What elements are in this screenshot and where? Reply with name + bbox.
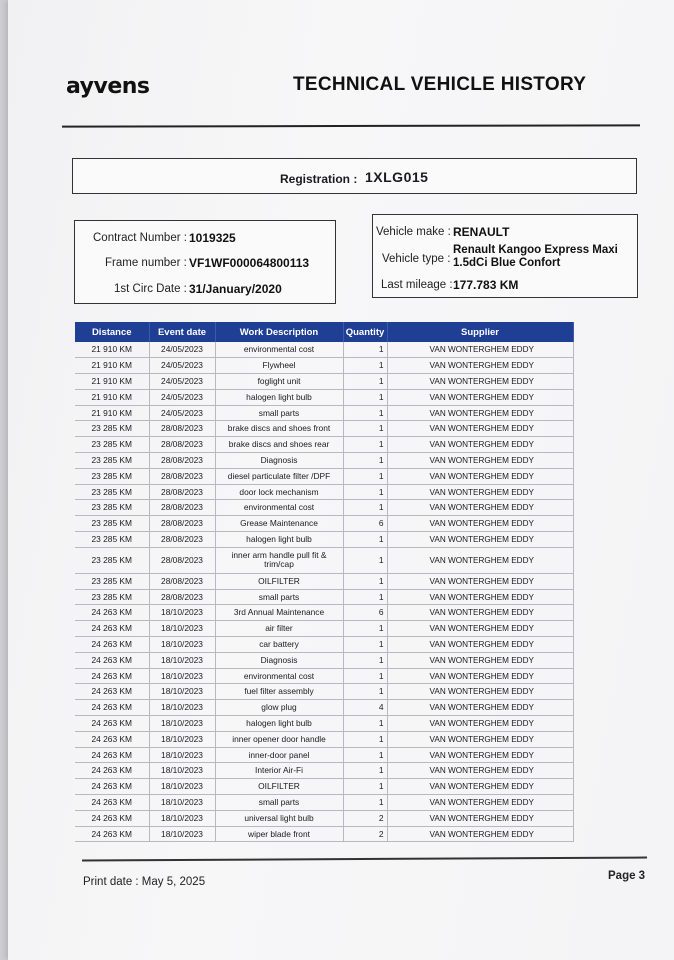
cell-distance: 24 263 KM — [75, 747, 149, 763]
table-row — [75, 700, 573, 716]
cell-event-date: 28/08/2023 — [149, 500, 215, 516]
cell-quantity: 6 — [343, 605, 387, 621]
document-page — [8, 0, 674, 960]
cell-event-date: 18/10/2023 — [149, 810, 215, 826]
table-row — [75, 810, 573, 826]
cell-event-date: 24/05/2023 — [149, 405, 215, 421]
cell-distance: 23 285 KM — [75, 453, 149, 469]
cell-event-date: 28/08/2023 — [149, 589, 215, 605]
cell-supplier: VAN WONTERGHEM EDDY — [387, 453, 573, 469]
vehicle-make-label: Vehicle make : — [376, 226, 451, 238]
registration-value: 1XLG015 — [365, 169, 429, 185]
cell-work-description: inner-door panel — [215, 747, 343, 763]
cell-distance: 23 285 KM — [75, 516, 149, 532]
cell-event-date: 18/10/2023 — [149, 779, 215, 795]
cell-supplier: VAN WONTERGHEM EDDY — [387, 421, 573, 437]
cell-work-description: small parts — [215, 795, 343, 811]
cell-event-date: 28/08/2023 — [149, 532, 215, 548]
cell-supplier: VAN WONTERGHEM EDDY — [387, 437, 573, 453]
table-row — [75, 500, 573, 516]
cell-distance: 23 285 KM — [75, 468, 149, 484]
cell-quantity: 1 — [343, 621, 387, 637]
cell-distance: 23 285 KM — [75, 532, 149, 548]
registration-label: Registration : — [280, 172, 358, 186]
vehicle-type-label: Vehicle type : — [382, 253, 451, 265]
cell-event-date: 28/08/2023 — [149, 468, 215, 484]
table-row — [75, 605, 573, 621]
cell-distance: 24 263 KM — [75, 700, 149, 716]
cell-work-description: small parts — [215, 405, 343, 421]
cell-event-date: 28/08/2023 — [149, 437, 215, 453]
cell-event-date: 18/10/2023 — [149, 826, 215, 842]
cell-quantity: 1 — [343, 763, 387, 779]
table-row — [75, 358, 573, 374]
first-circ-date-label: 1st Circ Date : — [114, 283, 187, 295]
cell-supplier: VAN WONTERGHEM EDDY — [387, 547, 573, 573]
table-row — [75, 716, 573, 732]
cell-supplier: VAN WONTERGHEM EDDY — [387, 605, 573, 621]
cell-distance: 24 263 KM — [75, 826, 149, 842]
cell-distance: 23 285 KM — [75, 573, 149, 589]
column-header-quantity: Quantity — [343, 322, 387, 342]
cell-quantity: 1 — [343, 421, 387, 437]
table-row — [75, 621, 573, 637]
column-header-distance: Distance — [75, 322, 149, 342]
cell-work-description: OILFILTER — [215, 779, 343, 795]
cell-event-date: 28/08/2023 — [149, 484, 215, 500]
cell-event-date: 28/08/2023 — [149, 453, 215, 469]
cell-distance: 24 263 KM — [75, 731, 149, 747]
frame-number-value: VF1WF000064800113 — [189, 256, 310, 270]
cell-event-date: 24/05/2023 — [149, 374, 215, 390]
cell-supplier: VAN WONTERGHEM EDDY — [387, 374, 573, 390]
cell-event-date: 18/10/2023 — [149, 637, 215, 653]
document-title: TECHNICAL VEHICLE HISTORY — [293, 74, 587, 95]
table-row — [75, 826, 573, 842]
cell-distance: 21 910 KM — [75, 342, 149, 358]
cell-quantity: 4 — [343, 700, 387, 716]
cell-quantity: 1 — [343, 500, 387, 516]
cell-quantity: 1 — [343, 589, 387, 605]
cell-distance: 21 910 KM — [75, 389, 149, 405]
cell-supplier: VAN WONTERGHEM EDDY — [387, 763, 573, 779]
vehicle-make-value: RENAULT — [453, 225, 510, 239]
table-row — [75, 684, 573, 700]
table-row — [75, 747, 573, 763]
cell-work-description: environmental cost — [215, 668, 343, 684]
cell-work-description: diesel particulate filter /DPF — [215, 468, 343, 484]
cell-quantity: 2 — [343, 826, 387, 842]
cell-supplier: VAN WONTERGHEM EDDY — [387, 810, 573, 826]
cell-distance: 21 910 KM — [75, 358, 149, 374]
cell-work-description: environmental cost — [215, 342, 343, 358]
cell-distance: 24 263 KM — [75, 652, 149, 668]
cell-supplier: VAN WONTERGHEM EDDY — [387, 389, 573, 405]
cell-supplier: VAN WONTERGHEM EDDY — [387, 484, 573, 500]
cell-distance: 23 285 KM — [75, 484, 149, 500]
cell-distance: 24 263 KM — [75, 637, 149, 653]
cell-distance: 24 263 KM — [75, 795, 149, 811]
cell-work-description: halogen light bulb — [215, 716, 343, 732]
registration-box — [72, 158, 637, 194]
cell-supplier: VAN WONTERGHEM EDDY — [387, 358, 573, 374]
cell-work-description: Diagnosis — [215, 652, 343, 668]
cell-quantity: 1 — [343, 405, 387, 421]
cell-quantity: 2 — [343, 810, 387, 826]
history-table-container — [75, 322, 573, 842]
cell-work-description: Interior Air-Fi — [215, 763, 343, 779]
print-date: Print date : May 5, 2025 — [83, 876, 206, 888]
cell-event-date: 28/08/2023 — [149, 421, 215, 437]
cell-event-date: 24/05/2023 — [149, 358, 215, 374]
cell-work-description: 3rd Annual Maintenance — [215, 605, 343, 621]
cell-quantity: 1 — [343, 779, 387, 795]
table-row — [75, 453, 573, 469]
cell-distance: 23 285 KM — [75, 500, 149, 516]
page-number: Page 3 — [608, 870, 646, 882]
cell-work-description: OILFILTER — [215, 573, 343, 589]
cell-distance: 24 263 KM — [75, 668, 149, 684]
table-header-row — [75, 322, 573, 342]
table-row — [75, 573, 573, 589]
cell-event-date: 24/05/2023 — [149, 342, 215, 358]
cell-quantity: 1 — [343, 684, 387, 700]
cell-event-date: 18/10/2023 — [149, 700, 215, 716]
column-header-supplier: Supplier — [387, 322, 573, 342]
cell-distance: 23 285 KM — [75, 437, 149, 453]
header-divider — [62, 124, 640, 127]
cell-event-date: 18/10/2023 — [149, 731, 215, 747]
cell-distance: 21 910 KM — [75, 374, 149, 390]
contract-number-value: 1019325 — [189, 231, 236, 245]
cell-distance: 23 285 KM — [75, 421, 149, 437]
cell-quantity: 1 — [343, 342, 387, 358]
table-row — [75, 532, 573, 548]
cell-work-description: inner opener door handle — [215, 731, 343, 747]
cell-supplier: VAN WONTERGHEM EDDY — [387, 716, 573, 732]
cell-distance: 24 263 KM — [75, 763, 149, 779]
cell-work-description: Grease Maintenance — [215, 516, 343, 532]
contract-info-box — [74, 220, 336, 304]
cell-supplier: VAN WONTERGHEM EDDY — [387, 731, 573, 747]
table-row — [75, 637, 573, 653]
table-row — [75, 421, 573, 437]
cell-quantity: 1 — [343, 374, 387, 390]
cell-work-description: fuel filter assembly — [215, 684, 343, 700]
contract-number-label: Contract Number : — [93, 232, 187, 244]
cell-distance: 23 285 KM — [75, 589, 149, 605]
cell-work-description: universal light bulb — [215, 810, 343, 826]
cell-quantity: 1 — [343, 484, 387, 500]
cell-quantity: 1 — [343, 532, 387, 548]
cell-work-description: halogen light bulb — [215, 532, 343, 548]
cell-supplier: VAN WONTERGHEM EDDY — [387, 500, 573, 516]
cell-event-date: 18/10/2023 — [149, 763, 215, 779]
cell-event-date: 18/10/2023 — [149, 621, 215, 637]
cell-supplier: VAN WONTERGHEM EDDY — [387, 747, 573, 763]
vehicle-info-box — [372, 214, 638, 298]
cell-supplier: VAN WONTERGHEM EDDY — [387, 684, 573, 700]
cell-distance: 24 263 KM — [75, 716, 149, 732]
table-row — [75, 668, 573, 684]
cell-event-date: 18/10/2023 — [149, 716, 215, 732]
table-body — [75, 342, 573, 842]
table-row — [75, 731, 573, 747]
cell-work-description: foglight unit — [215, 374, 343, 390]
cell-work-description: brake discs and shoes rear — [215, 437, 343, 453]
cell-supplier: VAN WONTERGHEM EDDY — [387, 589, 573, 605]
cell-quantity: 1 — [343, 468, 387, 484]
cell-distance: 21 910 KM — [75, 405, 149, 421]
cell-event-date: 18/10/2023 — [149, 652, 215, 668]
ayvens-logo: ayvens — [66, 74, 150, 99]
cell-work-description: Flywheel — [215, 358, 343, 374]
cell-supplier: VAN WONTERGHEM EDDY — [387, 621, 573, 637]
cell-supplier: VAN WONTERGHEM EDDY — [387, 779, 573, 795]
cell-event-date: 24/05/2023 — [149, 389, 215, 405]
cell-supplier: VAN WONTERGHEM EDDY — [387, 826, 573, 842]
cell-supplier: VAN WONTERGHEM EDDY — [387, 468, 573, 484]
history-table — [75, 322, 574, 842]
cell-quantity: 6 — [343, 516, 387, 532]
cell-supplier: VAN WONTERGHEM EDDY — [387, 573, 573, 589]
cell-supplier: VAN WONTERGHEM EDDY — [387, 795, 573, 811]
column-header-event-date: Event date — [149, 322, 215, 342]
cell-quantity: 1 — [343, 358, 387, 374]
table-row — [75, 547, 573, 573]
cell-event-date: 18/10/2023 — [149, 668, 215, 684]
table-row — [75, 779, 573, 795]
cell-quantity: 1 — [343, 716, 387, 732]
first-circ-date-value: 31/January/2020 — [189, 282, 282, 296]
cell-event-date: 28/08/2023 — [149, 547, 215, 573]
table-row — [75, 795, 573, 811]
cell-quantity: 1 — [343, 637, 387, 653]
table-row — [75, 437, 573, 453]
table-row — [75, 516, 573, 532]
cell-distance: 24 263 KM — [75, 810, 149, 826]
table-row — [75, 389, 573, 405]
table-row — [75, 484, 573, 500]
cell-quantity: 1 — [343, 731, 387, 747]
cell-supplier: VAN WONTERGHEM EDDY — [387, 700, 573, 716]
table-row — [75, 652, 573, 668]
table-row — [75, 763, 573, 779]
cell-work-description: wiper blade front — [215, 826, 343, 842]
cell-quantity: 1 — [343, 547, 387, 573]
cell-work-description: brake discs and shoes front — [215, 421, 343, 437]
cell-event-date: 18/10/2023 — [149, 605, 215, 621]
table-row — [75, 374, 573, 390]
last-mileage-label: Last mileage : — [381, 279, 453, 291]
cell-supplier: VAN WONTERGHEM EDDY — [387, 652, 573, 668]
cell-supplier: VAN WONTERGHEM EDDY — [387, 637, 573, 653]
cell-event-date: 18/10/2023 — [149, 747, 215, 763]
table-row — [75, 468, 573, 484]
cell-work-description: halogen light bulb — [215, 389, 343, 405]
column-header-work-description: Work Description — [215, 322, 343, 342]
cell-event-date: 28/08/2023 — [149, 573, 215, 589]
table-row — [75, 405, 573, 421]
cell-event-date: 18/10/2023 — [149, 684, 215, 700]
cell-supplier: VAN WONTERGHEM EDDY — [387, 668, 573, 684]
cell-work-description: door lock mechanism — [215, 484, 343, 500]
vehicle-type-line2: 1.5dCi Blue Confort — [453, 257, 561, 269]
cell-quantity: 1 — [343, 453, 387, 469]
cell-work-description: inner arm handle pull fit & trim/cap — [215, 547, 343, 573]
last-mileage-value: 177.783 KM — [453, 278, 519, 292]
cell-supplier: VAN WONTERGHEM EDDY — [387, 342, 573, 358]
cell-distance: 24 263 KM — [75, 605, 149, 621]
cell-work-description: Diagnosis — [215, 453, 343, 469]
cell-quantity: 1 — [343, 668, 387, 684]
cell-quantity: 1 — [343, 573, 387, 589]
cell-quantity: 1 — [343, 747, 387, 763]
table-row — [75, 589, 573, 605]
cell-supplier: VAN WONTERGHEM EDDY — [387, 405, 573, 421]
frame-number-label: Frame number : — [105, 257, 187, 269]
cell-work-description: glow plug — [215, 700, 343, 716]
cell-quantity: 1 — [343, 795, 387, 811]
cell-quantity: 1 — [343, 389, 387, 405]
cell-supplier: VAN WONTERGHEM EDDY — [387, 532, 573, 548]
cell-distance: 24 263 KM — [75, 684, 149, 700]
cell-quantity: 1 — [343, 652, 387, 668]
cell-distance: 23 285 KM — [75, 547, 149, 573]
cell-quantity: 1 — [343, 437, 387, 453]
cell-distance: 24 263 KM — [75, 621, 149, 637]
vehicle-type-line1: Renault Kangoo Express Maxi — [453, 244, 618, 256]
cell-work-description: small parts — [215, 589, 343, 605]
footer-divider — [82, 857, 647, 861]
cell-work-description: air filter — [215, 621, 343, 637]
cell-event-date: 18/10/2023 — [149, 795, 215, 811]
cell-event-date: 28/08/2023 — [149, 516, 215, 532]
cell-supplier: VAN WONTERGHEM EDDY — [387, 516, 573, 532]
cell-work-description: environmental cost — [215, 500, 343, 516]
table-row — [75, 342, 573, 358]
cell-work-description: car battery — [215, 637, 343, 653]
cell-distance: 24 263 KM — [75, 779, 149, 795]
